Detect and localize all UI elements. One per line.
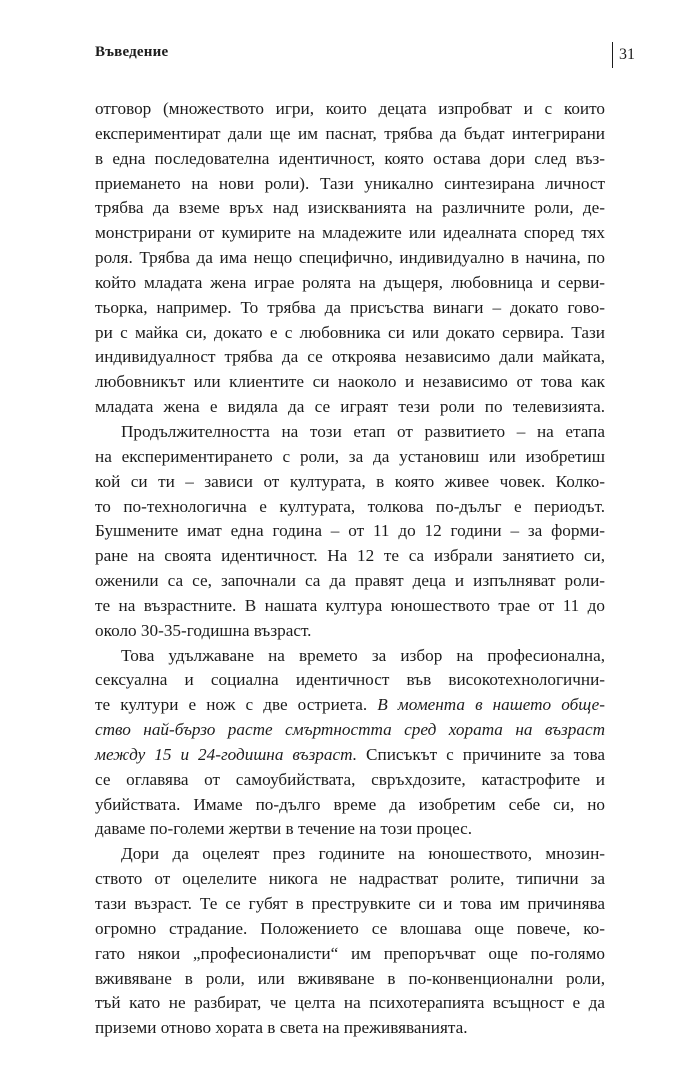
text-line: който младата жена играе ролята на дъщеря, любовница и серви- xyxy=(95,272,605,292)
text-line: Това удължаване на времето за избор на професионална, xyxy=(121,645,605,665)
paragraph xyxy=(95,420,605,644)
paragraph xyxy=(95,97,605,420)
text-line: приемането на нови роли). Тази уникално синтезирана личност xyxy=(95,173,605,193)
text-line: те на възрастните. В нашата култура юношеството трае от 11 до xyxy=(95,595,605,615)
text-line: трябва да вземе връх над изискванията на различните роли, де- xyxy=(95,198,605,218)
text-line: Продължителността на този етап от развитието – на етапа xyxy=(121,421,605,441)
text-line: тьорка, например. То трябва да присъства винаги – докато гово- xyxy=(95,297,605,317)
text-line: то по-технологична е културата, толкова по-дълъг е периодът. xyxy=(95,496,605,516)
text-line: ране на своята идентичност. На 12 те са избрали занятието си, xyxy=(95,546,605,566)
text-line: монстрирани от кумирите на младежите или идеалната според тях xyxy=(95,223,605,243)
text-line: в една последователна идентичност, която остава дори след въз- xyxy=(95,148,605,168)
text-line: сексуална и социална идентичност във високотехнологични- xyxy=(95,670,605,690)
text-line: ството от оцелелите никога не надрастват ролите, типични за xyxy=(95,869,605,889)
text-line: роля. Трябва да има нещо специфично, индивидуално в начина, по xyxy=(95,248,605,268)
text-line: оженили са се, започнали са да правят деца и изпълняват роли- xyxy=(95,571,605,591)
body-text xyxy=(95,97,605,1041)
text-line-mixed xyxy=(95,693,605,718)
text-line: тъй като не разбират, че целта на психотерапията всъщност е да xyxy=(95,993,605,1013)
text-line: Дори да оцелеят през годините на юношеството, мнозин- xyxy=(121,844,605,864)
page-number-area xyxy=(612,40,635,70)
text-line: експериментират дали ще им паснат, трябва да бъдат интегрирани xyxy=(95,123,605,143)
page-number: 31 xyxy=(619,46,635,63)
italic-text-run: В момента в нашето обще- xyxy=(377,695,605,715)
text-line: кой си ти – зависи от културата, в която живее човек. Колко- xyxy=(95,471,605,491)
italic-text-run: между 15 и 24-годишна възраст. xyxy=(95,744,358,764)
text-line: Бушмените имат една година – от 11 до 12 години – за форми- xyxy=(95,521,605,541)
text-line: индивидуалност трябва да се откроява независимо дали майката, xyxy=(95,347,605,367)
text-line-mixed xyxy=(95,743,605,768)
text-line: тази възраст. Те се губят в преструвките си и това им причинява xyxy=(95,894,605,913)
running-head-title: Въведение xyxy=(95,44,169,60)
text-run: те култури е нож с две остриета. xyxy=(95,695,378,715)
text-line: отговор (множеството игри, които децата изпробват и с които xyxy=(95,99,605,118)
text-line: любовникът или клиентите си наоколо и независимо от това как xyxy=(95,372,605,392)
text-line: даваме по-големи жертви в течение на този процес. xyxy=(95,819,473,839)
text-line: на експериментирането с роли, за да установиш или изобретиш xyxy=(95,446,605,466)
italic-text-line: ство най-бързо расте смъртността сред хората на възраст xyxy=(95,720,605,740)
text-line: се оглавява от самоубийствата, свръхдозите, катастрофите и xyxy=(95,769,605,789)
text-line: вживяване в роли, или вживяване в по-конвенционални роли, xyxy=(95,968,605,988)
text-line: ри с майка си, докато е с любовника си или докато сервира. Тази xyxy=(95,322,605,342)
paragraph xyxy=(95,644,605,843)
text-line: приземи отново хората в света на преживяванията. xyxy=(95,1018,468,1038)
page-number-divider xyxy=(612,42,613,68)
text-line: убийствата. Имаме по-дълго време да изобретим себе си, но xyxy=(95,794,605,814)
text-line: огромно страдание. Положението се влошава още повече, ко- xyxy=(95,918,605,938)
text-line: около 30-35-годишна възраст. xyxy=(95,620,312,640)
paragraph xyxy=(95,842,605,1041)
text-run: Списъкът с причините за това xyxy=(357,744,606,764)
text-line: младата жена е видяла да се играят тези роли по телевизията. xyxy=(95,397,605,417)
text-line: гато някои „професионалисти“ им препоръчват още по-голямо xyxy=(95,943,605,963)
